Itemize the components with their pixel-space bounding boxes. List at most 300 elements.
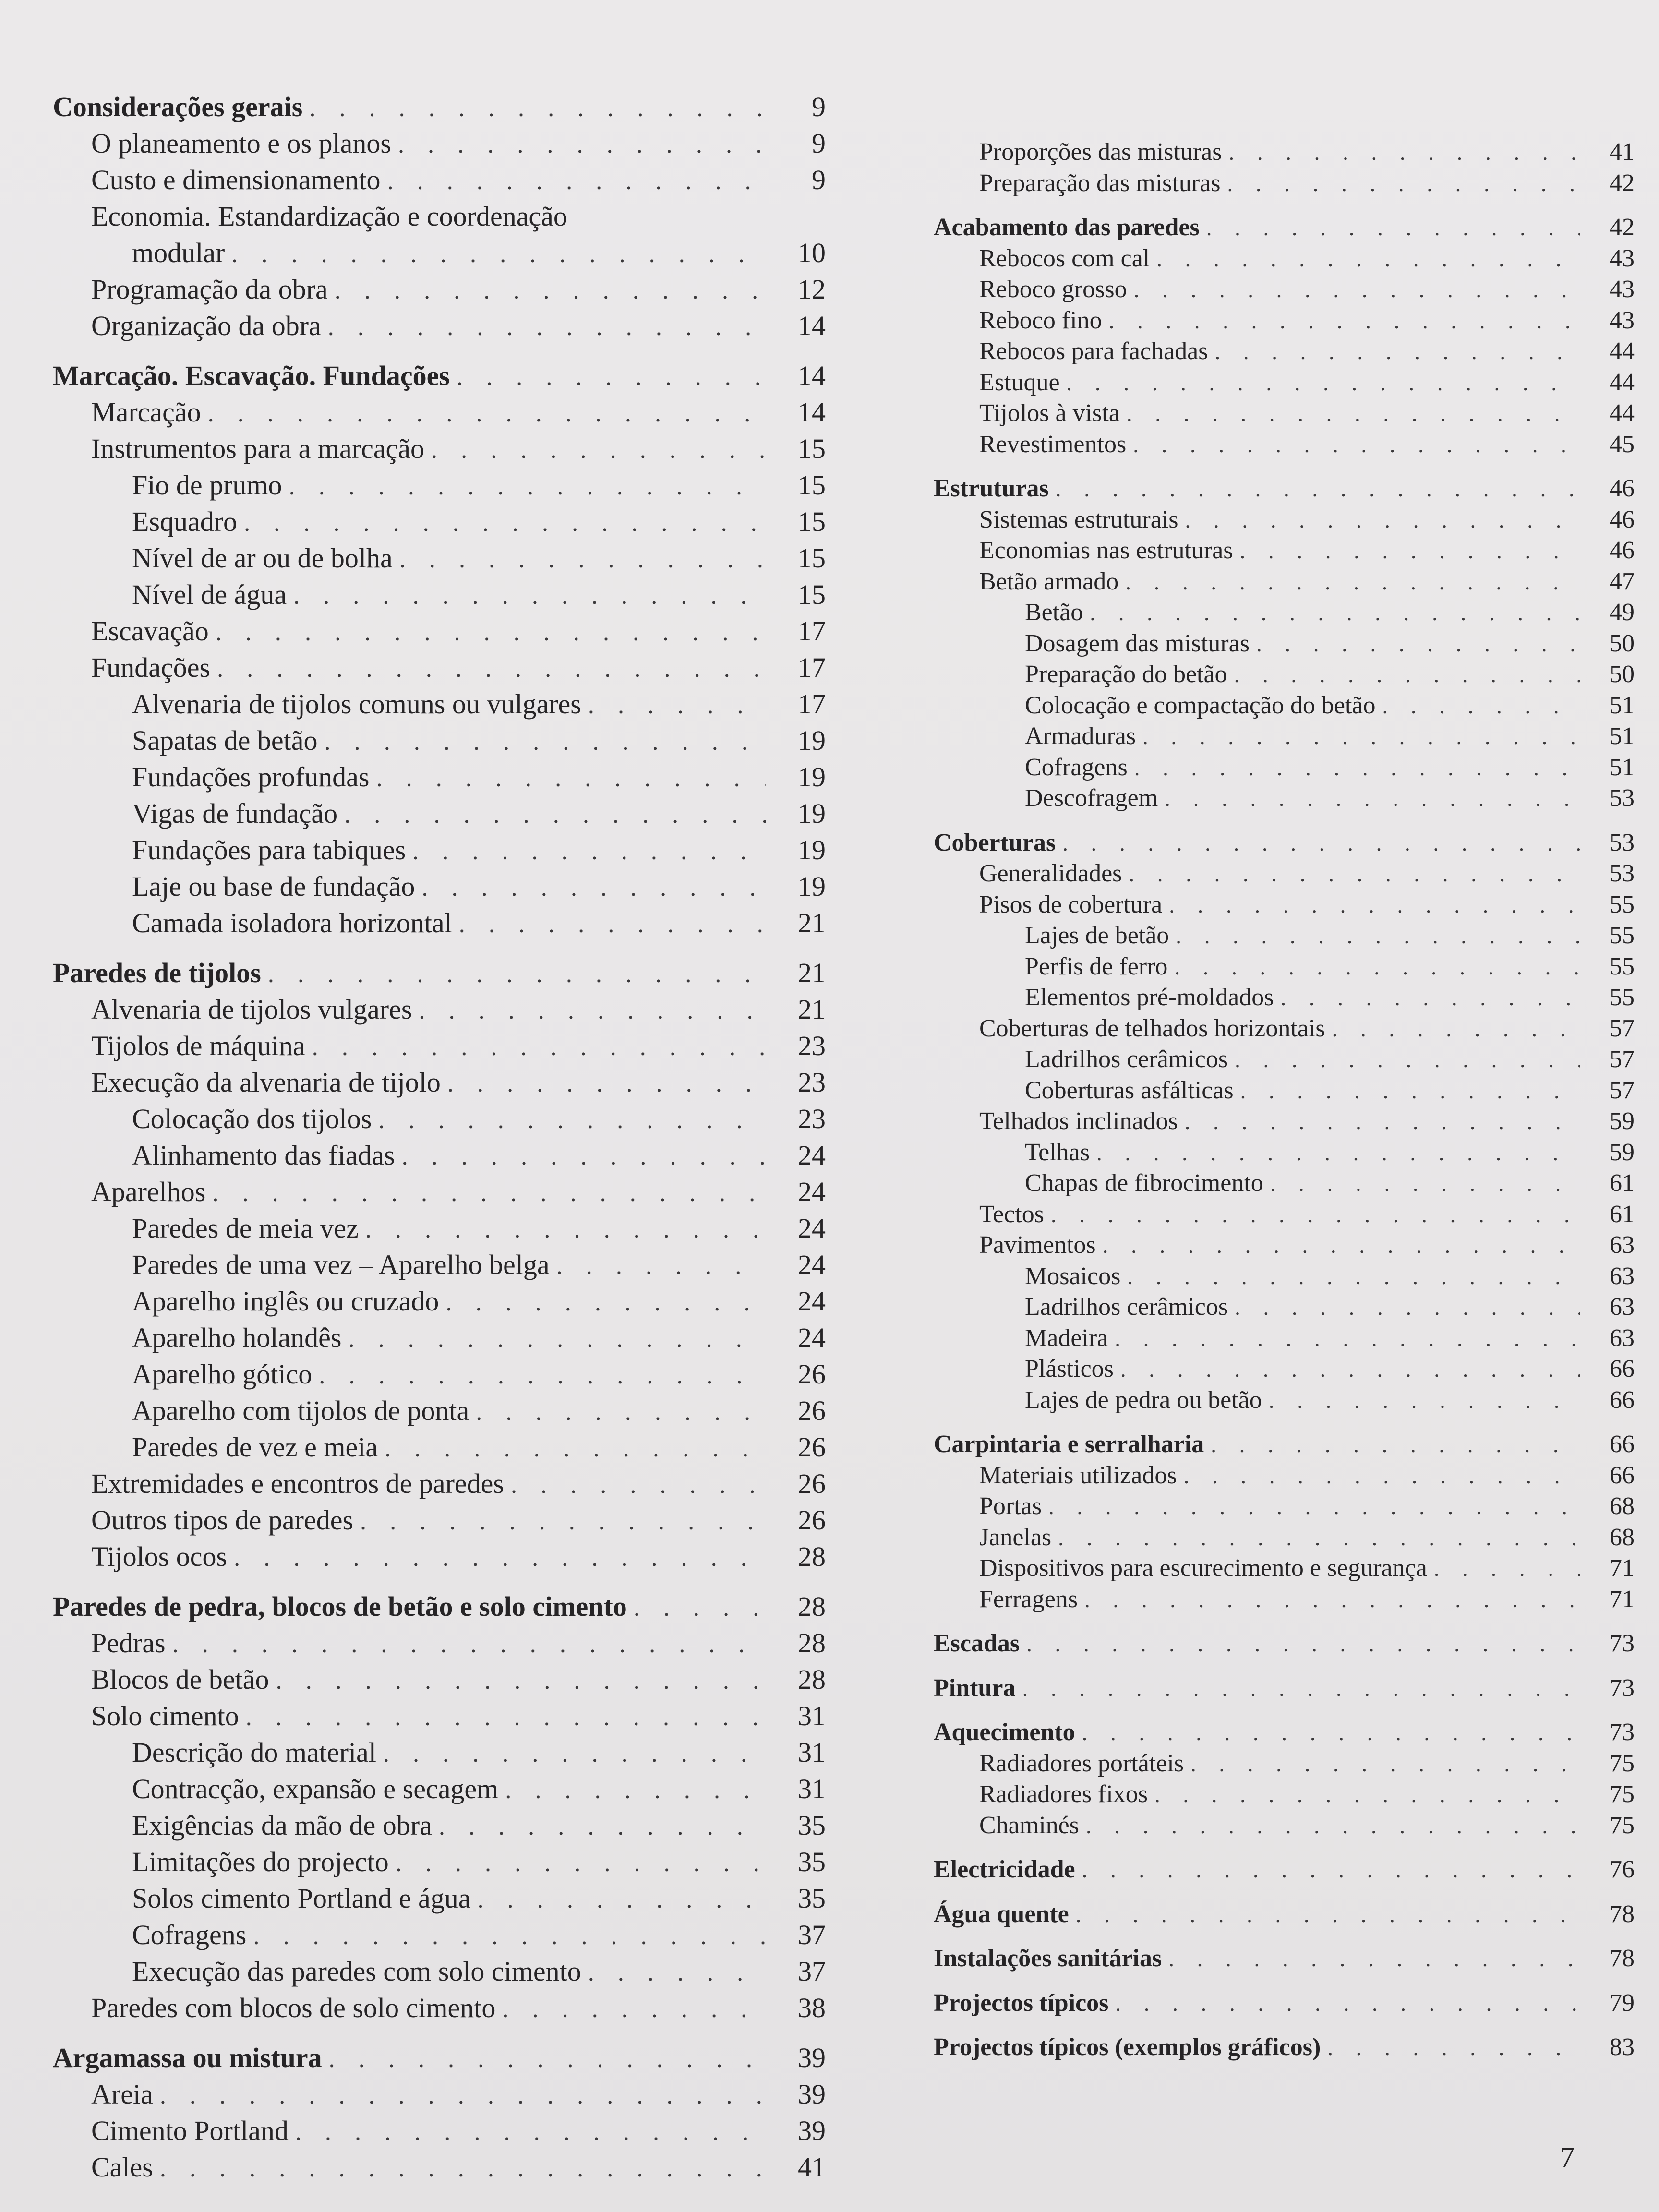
entry-page-number: 19 xyxy=(798,761,826,793)
entry-title: Areia xyxy=(91,2079,153,2110)
entry-page-number: 43 xyxy=(1610,244,1635,272)
dot-leader xyxy=(511,1467,766,1503)
dot-leader xyxy=(246,1699,766,1735)
dot-leader xyxy=(439,1808,766,1845)
toc-entry xyxy=(934,137,1635,168)
dot-leader xyxy=(1090,598,1580,629)
entry-title: modular xyxy=(132,237,225,268)
section-gap xyxy=(934,2019,1635,2032)
entry-page-number: 37 xyxy=(798,1956,826,1987)
entry-page-number: 46 xyxy=(1610,537,1635,564)
entry-title: Camada isoladora horizontal xyxy=(132,907,452,938)
dot-leader xyxy=(588,687,766,723)
toc-entry xyxy=(53,1174,826,1210)
entry-title: Materiais utilizados xyxy=(979,1461,1177,1489)
dot-leader xyxy=(402,1138,766,1175)
entry-page-number: 39 xyxy=(798,2079,826,2110)
dot-leader xyxy=(160,2077,766,2114)
entry-page-number: 28 xyxy=(798,1591,826,1622)
toc-entry xyxy=(934,168,1635,199)
entry-page-number: 19 xyxy=(798,871,826,902)
entry-page-number: 23 xyxy=(798,1103,826,1134)
toc-section-entry xyxy=(934,1628,1635,1659)
toc-entry xyxy=(53,162,826,198)
dot-leader xyxy=(216,614,766,650)
dot-leader xyxy=(319,1357,766,1394)
dot-leader xyxy=(1327,2032,1580,2064)
entry-title: Escadas xyxy=(934,1630,1020,1657)
dot-leader xyxy=(289,468,766,505)
dot-leader xyxy=(1227,168,1580,200)
entry-title: Vigas de fundação xyxy=(132,798,338,829)
entry-title: O planeamento e os planos xyxy=(91,128,391,159)
entry-title: Paredes de uma vez – Aparelho belga xyxy=(132,1249,550,1280)
toc-entry xyxy=(53,1466,826,1502)
entry-page-number: 9 xyxy=(812,164,826,195)
dot-leader xyxy=(1133,430,1580,461)
dot-leader xyxy=(1382,691,1580,722)
entry-page-number: 15 xyxy=(798,469,826,501)
entry-title: Outros tipos de paredes xyxy=(91,1504,354,1536)
dot-leader xyxy=(396,1845,766,1881)
entry-title: Lajes de betão xyxy=(1025,922,1169,949)
toc-section-entry xyxy=(934,1673,1635,1704)
entry-title: Projectos típicos xyxy=(934,1989,1109,2017)
entry-title: Tijolos à vista xyxy=(979,399,1120,427)
entry-page-number: 49 xyxy=(1610,599,1635,626)
toc-subentry xyxy=(934,659,1635,690)
dot-leader xyxy=(1115,1988,1580,2020)
toc-subentry xyxy=(934,721,1635,752)
entry-title: Elementos pré-moldados xyxy=(1025,984,1274,1011)
entry-page-number: 42 xyxy=(1610,214,1635,241)
toc-section-entry xyxy=(53,89,826,125)
dot-leader xyxy=(1022,1673,1580,1705)
dot-leader xyxy=(505,1772,766,1808)
entry-page-number: 55 xyxy=(1610,984,1635,1011)
toc-entry xyxy=(934,535,1635,566)
entry-title: Cofragens xyxy=(132,1919,247,1950)
dot-leader xyxy=(231,236,766,272)
toc-subentry xyxy=(53,686,826,722)
toc-subentry xyxy=(53,540,826,577)
toc-section-entry xyxy=(53,358,826,394)
entry-title: Instalações sanitárias xyxy=(934,1945,1162,1972)
entry-page-number: 31 xyxy=(798,1737,826,1768)
dot-leader xyxy=(634,1589,766,1626)
toc-subentry xyxy=(53,722,826,759)
dot-leader xyxy=(1156,244,1580,275)
toc-entry xyxy=(934,367,1635,398)
entry-page-number: 28 xyxy=(798,1664,826,1695)
entry-page-number: 61 xyxy=(1610,1200,1635,1228)
section-gap xyxy=(934,1659,1635,1673)
toc-subentry xyxy=(53,1917,826,1953)
entry-page-number: 43 xyxy=(1610,276,1635,303)
entry-page-number: 46 xyxy=(1610,505,1635,533)
entry-title: Rebocos com cal xyxy=(979,244,1150,272)
toc-subentry xyxy=(934,1075,1635,1106)
entry-title: Extremidades e encontros de paredes xyxy=(91,1468,504,1499)
dot-leader xyxy=(431,432,766,468)
entry-title: Cales xyxy=(91,2152,153,2183)
entry-page-number: 28 xyxy=(798,1541,826,1572)
entry-title: Cofragens xyxy=(1025,753,1128,781)
dot-leader xyxy=(268,956,766,992)
entry-title: Colocação dos tijolos xyxy=(132,1103,372,1134)
entry-title: Proporções das misturas xyxy=(979,138,1222,166)
entry-page-number: 19 xyxy=(798,798,826,829)
section-gap xyxy=(934,1930,1635,1943)
entry-page-number: 26 xyxy=(798,1358,826,1390)
entry-page-number: 14 xyxy=(798,360,826,391)
entry-title: Coberturas de telhados horizontais xyxy=(979,1014,1325,1042)
dot-leader xyxy=(1280,983,1580,1014)
page-number: 7 xyxy=(1560,2141,1575,2173)
toc-entry xyxy=(934,429,1635,460)
toc-entry xyxy=(53,1698,826,1734)
section-gap xyxy=(53,1575,826,1588)
entry-page-number: 31 xyxy=(798,1773,826,1804)
entry-title: Custo e dimensionamento xyxy=(91,164,381,195)
entry-title: Mosaicos xyxy=(1025,1262,1121,1290)
dot-leader xyxy=(1082,1855,1580,1886)
toc-entry xyxy=(934,1779,1635,1810)
entry-page-number: 24 xyxy=(798,1286,826,1317)
entry-title: Fundações profundas xyxy=(132,761,370,793)
entry-title: Coberturas xyxy=(934,829,1056,856)
toc-entry xyxy=(934,336,1635,367)
entry-title: Portas xyxy=(979,1492,1042,1520)
dot-leader xyxy=(1056,474,1580,505)
entry-page-number: 55 xyxy=(1610,922,1635,949)
toc-subentry xyxy=(934,1385,1635,1416)
dot-leader xyxy=(365,1211,766,1248)
toc-subentry xyxy=(53,1247,826,1283)
toc-subentry xyxy=(53,1429,826,1466)
entry-title: Telhas xyxy=(1025,1138,1090,1166)
dot-leader xyxy=(208,395,766,432)
dot-leader xyxy=(398,126,766,163)
entry-title: Madeira xyxy=(1025,1324,1108,1352)
dot-leader xyxy=(212,1175,766,1211)
entry-title: Ladrilhos cerâmicos xyxy=(1025,1293,1228,1321)
toc-entry xyxy=(53,2076,826,2113)
toc-subentry xyxy=(53,759,826,795)
entry-page-number: 21 xyxy=(798,907,826,938)
entry-title: Rebocos para fachadas xyxy=(979,337,1208,365)
toc-subentry xyxy=(53,868,826,905)
entry-page-number: 35 xyxy=(798,1846,826,1877)
entry-title: Contracção, expansão e secagem xyxy=(132,1773,499,1804)
dot-leader xyxy=(1256,629,1580,660)
entry-title: Aparelho com tijolos de ponta xyxy=(132,1395,469,1426)
entry-title: Fundações para tabiques xyxy=(132,834,406,866)
entry-title: Chapas de fibrocimento xyxy=(1025,1169,1263,1197)
entry-title: Escavação xyxy=(91,615,209,647)
entry-page-number: 57 xyxy=(1610,1014,1635,1042)
entry-page-number: 50 xyxy=(1610,629,1635,657)
entry-title: Aparelhos xyxy=(91,1176,206,1207)
toc-subentry xyxy=(53,1320,826,1356)
toc-section-entry xyxy=(934,1429,1635,1460)
entry-title: Armaduras xyxy=(1025,722,1136,750)
entry-page-number: 28 xyxy=(798,1627,826,1659)
entry-title: Alinhamento das fiadas xyxy=(132,1140,395,1171)
dot-leader xyxy=(1185,505,1580,536)
toc-entry xyxy=(53,271,826,308)
dot-leader xyxy=(244,505,766,541)
entry-title: Betão armado xyxy=(979,567,1119,595)
entry-title: Colocação e compactação do betão xyxy=(1025,691,1376,719)
entry-title: Esquadro xyxy=(132,506,238,537)
toc-entry xyxy=(53,2113,826,2149)
toc-entry xyxy=(53,1661,826,1698)
dot-leader xyxy=(1165,783,1580,815)
dot-leader xyxy=(445,1284,766,1321)
entry-title: Pavimentos xyxy=(979,1231,1096,1259)
toc-subentry xyxy=(53,795,826,832)
entry-title: Fio de prumo xyxy=(132,469,282,501)
toc-subentry xyxy=(53,1844,826,1880)
section-gap xyxy=(934,199,1635,212)
entry-page-number: 59 xyxy=(1610,1138,1635,1166)
dot-leader xyxy=(295,2114,766,2150)
entry-title: Nível de água xyxy=(132,579,287,610)
toc-subentry xyxy=(53,832,826,868)
dot-leader xyxy=(457,359,766,395)
toc-section-entry xyxy=(934,212,1635,243)
entry-page-number: 73 xyxy=(1610,1719,1635,1746)
entry-page-number: 47 xyxy=(1610,567,1635,595)
toc-entry xyxy=(53,1028,826,1064)
toc-entry xyxy=(53,1064,826,1101)
toc-entry xyxy=(934,1522,1635,1553)
dot-leader xyxy=(447,1065,766,1102)
entry-title: Considerações gerais xyxy=(53,91,303,122)
entry-title: Reboco grosso xyxy=(979,276,1127,303)
entry-page-number: 66 xyxy=(1610,1461,1635,1489)
entry-title: Cimento Portland xyxy=(91,2115,289,2146)
entry-page-number: 14 xyxy=(798,397,826,428)
entry-page-number: 35 xyxy=(798,1883,826,1914)
entry-title: Nível de ar ou de bolha xyxy=(132,542,393,574)
toc-entry xyxy=(934,305,1635,337)
entry-page-number: 75 xyxy=(1610,1780,1635,1808)
toc-section-entry xyxy=(53,1588,826,1625)
dot-leader xyxy=(1240,536,1580,567)
toc-entry xyxy=(53,1502,826,1539)
entry-page-number: 17 xyxy=(798,652,826,683)
toc-section-entry xyxy=(934,1943,1635,1974)
toc-subentry xyxy=(934,1261,1635,1292)
entry-page-number: 38 xyxy=(798,1992,826,2023)
entry-page-number: 24 xyxy=(798,1322,826,1353)
dot-leader xyxy=(556,1248,766,1284)
dot-leader xyxy=(1026,1629,1580,1660)
entry-page-number: 35 xyxy=(798,1810,826,1841)
entry-page-number: 66 xyxy=(1610,1386,1635,1414)
dot-leader xyxy=(1211,1430,1580,1461)
entry-page-number: 24 xyxy=(798,1213,826,1244)
entry-page-number: 79 xyxy=(1610,1989,1635,2017)
entry-title: Sistemas estruturais xyxy=(979,505,1178,533)
entry-page-number: 24 xyxy=(798,1140,826,1171)
dot-leader xyxy=(234,1539,766,1576)
entry-title: Organização da obra xyxy=(91,310,321,341)
dot-leader xyxy=(1169,890,1580,921)
toc-section-entry xyxy=(934,1988,1635,2019)
dot-leader xyxy=(1109,306,1580,337)
entry-title: Electricidade xyxy=(934,1856,1075,1883)
entry-page-number: 71 xyxy=(1610,1585,1635,1613)
dot-leader xyxy=(1154,1779,1580,1811)
dot-leader xyxy=(1082,1718,1580,1749)
toc-subentry xyxy=(53,1807,826,1844)
section-gap xyxy=(934,1841,1635,1854)
entry-title: Paredes de tijolos xyxy=(53,957,261,988)
entry-title: Paredes de pedra, blocos de betão e solo cimento xyxy=(53,1591,627,1622)
entry-title: Solo cimento xyxy=(91,1700,239,1731)
entry-title: Pintura xyxy=(934,1674,1016,1702)
dot-leader xyxy=(344,796,766,833)
dot-leader xyxy=(1129,859,1580,890)
entry-page-number: 14 xyxy=(798,310,826,341)
entry-page-number: 21 xyxy=(798,957,826,988)
entry-page-number: 41 xyxy=(798,2152,826,2183)
toc-subentry xyxy=(53,504,826,540)
entry-page-number: 83 xyxy=(1610,2033,1635,2061)
entry-page-number: 26 xyxy=(798,1504,826,1536)
dot-leader xyxy=(412,833,766,869)
entry-page-number: 26 xyxy=(798,1395,826,1426)
dot-leader xyxy=(1086,1811,1580,1842)
toc-subentry xyxy=(934,783,1635,814)
entry-title: Instrumentos para a marcação xyxy=(91,433,425,464)
entry-title: Tijolos ocos xyxy=(91,1541,228,1572)
toc-entry xyxy=(53,1539,826,1575)
entry-page-number: 24 xyxy=(798,1249,826,1280)
entry-page-number: 19 xyxy=(798,725,826,756)
toc-section-entry xyxy=(934,1899,1635,1930)
entry-page-number: 12 xyxy=(798,274,826,305)
dot-leader xyxy=(1332,1014,1580,1045)
entry-page-number: 17 xyxy=(798,688,826,720)
entry-page-number: 50 xyxy=(1610,661,1635,688)
entry-title: Estuque xyxy=(979,368,1060,396)
entry-title: Chaminés xyxy=(979,1811,1079,1839)
entry-page-number: 10 xyxy=(798,237,826,268)
entry-page-number: 78 xyxy=(1610,1945,1635,1972)
entry-title: Acabamento das paredes xyxy=(934,214,1200,241)
dot-leader xyxy=(502,1991,766,2027)
toc-subentry xyxy=(934,1354,1635,1385)
dot-leader xyxy=(360,1503,766,1539)
entry-title: Água quente xyxy=(934,1900,1069,1928)
toc-left-column xyxy=(53,89,826,2186)
dot-leader xyxy=(1076,1899,1580,1931)
toc-entry xyxy=(934,566,1635,598)
entry-page-number: 53 xyxy=(1610,829,1635,856)
entry-title: Execução da alvenaria de tijolo xyxy=(91,1067,441,1098)
entry-title: Alvenaria de tijolos vulgares xyxy=(91,994,412,1025)
entry-title: Economias nas estruturas xyxy=(979,537,1233,564)
dot-leader xyxy=(1185,1106,1580,1138)
entry-page-number: 42 xyxy=(1610,169,1635,197)
section-gap xyxy=(934,1974,1635,1988)
section-gap xyxy=(934,1615,1635,1628)
entry-title: Aparelho holandês xyxy=(132,1322,342,1353)
entry-title: Aparelho inglês ou cruzado xyxy=(132,1286,439,1317)
entry-title: Limitações do projecto xyxy=(132,1846,389,1877)
entry-title: Execução das paredes com solo cimento xyxy=(132,1956,581,1987)
dot-leader xyxy=(312,1029,766,1065)
entry-title: Projectos típicos (exemplos gráficos) xyxy=(934,2033,1321,2061)
toc-subentry xyxy=(934,628,1635,660)
entry-title: Carpintaria e serralharia xyxy=(934,1431,1204,1458)
entry-title: Betão xyxy=(1025,599,1083,626)
entry-title: Estruturas xyxy=(934,475,1049,502)
entry-page-number: 68 xyxy=(1610,1492,1635,1520)
toc-subentry xyxy=(934,1168,1635,1199)
entry-page-number: 26 xyxy=(798,1468,826,1499)
toc-subentry xyxy=(53,905,826,941)
toc-entry xyxy=(934,890,1635,921)
dot-leader xyxy=(1062,828,1580,859)
entry-title: Paredes com blocos de solo cimento xyxy=(91,1992,496,2023)
entry-page-number: 59 xyxy=(1610,1107,1635,1135)
toc-subentry xyxy=(53,1210,826,1247)
entry-title: Laje ou base de fundação xyxy=(132,871,415,902)
entry-page-number: 39 xyxy=(798,2115,826,2146)
toc-entry xyxy=(934,1199,1635,1230)
toc-entry xyxy=(53,308,826,344)
toc-entry xyxy=(934,1013,1635,1045)
dot-leader xyxy=(172,1626,766,1662)
dot-leader xyxy=(1115,1323,1580,1355)
entry-page-number: 63 xyxy=(1610,1262,1635,1290)
entry-title: Preparação das misturas xyxy=(979,169,1221,197)
dot-leader xyxy=(1206,213,1580,244)
entry-page-number: 51 xyxy=(1610,722,1635,750)
toc-section-entry xyxy=(53,955,826,991)
toc-subentry xyxy=(53,1771,826,1807)
entry-title: Economia. Estandardização e coordenação xyxy=(91,201,567,232)
dot-leader xyxy=(385,1430,766,1467)
toc-section-entry xyxy=(53,2040,826,2076)
dot-leader xyxy=(348,1321,766,1357)
dot-leader xyxy=(421,869,766,906)
toc-entry xyxy=(934,1584,1635,1615)
section-gap xyxy=(934,814,1635,828)
entry-title: Generalidades xyxy=(979,860,1122,887)
entry-page-number: 43 xyxy=(1610,306,1635,334)
toc-entry xyxy=(53,125,826,162)
entry-title: Marcação. Escavação. Fundações xyxy=(53,360,450,391)
entry-page-number: 63 xyxy=(1610,1231,1635,1259)
dot-leader xyxy=(1127,398,1580,430)
entry-page-number: 15 xyxy=(798,506,826,537)
entry-page-number: 44 xyxy=(1610,399,1635,427)
entry-title: Argamassa ou mistura xyxy=(53,2042,322,2073)
dot-leader xyxy=(160,2150,766,2187)
toc-section-entry xyxy=(934,1717,1635,1748)
toc-subentry xyxy=(53,235,826,271)
section-gap xyxy=(53,941,826,955)
entry-page-number: 55 xyxy=(1610,890,1635,918)
entry-page-number: 31 xyxy=(798,1700,826,1731)
entry-title: Marcação xyxy=(91,397,201,428)
